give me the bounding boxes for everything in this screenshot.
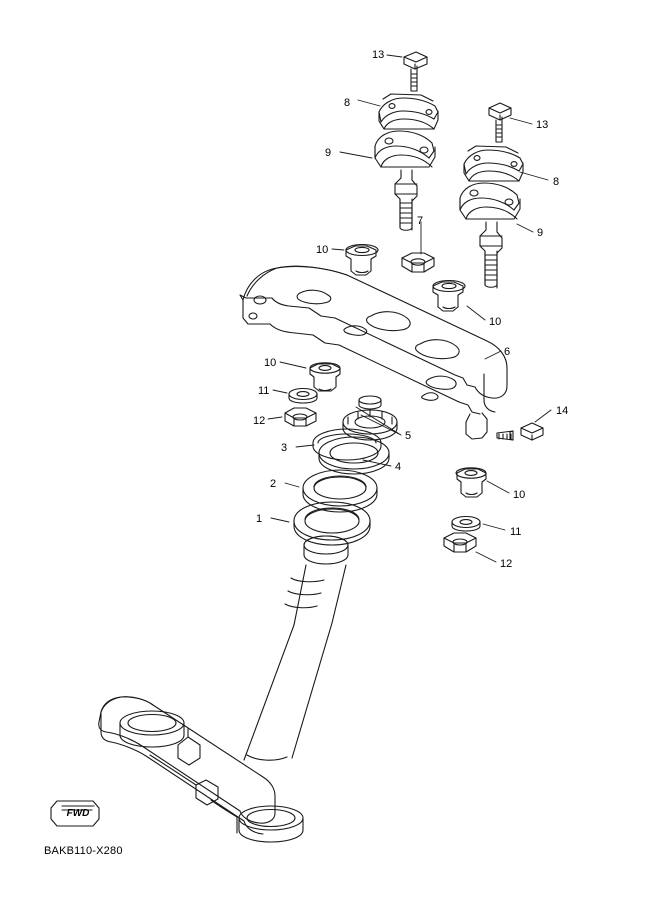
bushing-upper-left [346, 245, 378, 276]
nut-lower-left [285, 408, 316, 426]
callout-10-a: 10 [316, 244, 329, 256]
callout-4: 4 [395, 461, 402, 473]
callout-12-b: 12 [500, 558, 513, 570]
lower-steering-bracket [99, 697, 303, 842]
handlebar-clamp-upper-right [464, 146, 523, 181]
callout-5: 5 [405, 430, 412, 442]
handlebar-holder-upper-left [375, 131, 435, 230]
washer-left [289, 389, 317, 404]
bearing-race-4 [319, 437, 389, 474]
fwd-direction-badge [57, 800, 99, 826]
washer-right [452, 517, 480, 532]
fwd-label: FWD [66, 807, 90, 819]
diagram-part-code: BAKB110-X280 [44, 845, 123, 857]
callout-10-b: 10 [489, 316, 502, 328]
callout-10-d: 10 [513, 489, 526, 501]
callout-8-upper-right: 8 [553, 176, 560, 188]
callout-10-c: 10 [264, 357, 277, 369]
callout-11-a: 11 [258, 385, 270, 397]
bearing-2 [303, 470, 377, 512]
handlebar-holder-upper-right [460, 183, 520, 288]
bushing-lower-right [456, 468, 486, 497]
callout-14: 14 [556, 405, 569, 417]
nut-lower-right [444, 533, 476, 552]
callout-3: 3 [281, 442, 288, 454]
bushing-upper-right [433, 281, 465, 312]
callout-13-upper-right: 13 [536, 119, 549, 131]
bushing-left-lower [310, 363, 340, 391]
callout-8-upper-left: 8 [344, 97, 351, 109]
upper-steering-bracket [240, 266, 507, 439]
bolt-14 [497, 423, 543, 440]
nut-7 [402, 253, 434, 272]
callout-6: 6 [504, 346, 511, 358]
callout-9-upper-left: 9 [325, 147, 332, 159]
callout-9-upper-right: 9 [537, 227, 544, 239]
ring-nut-5 [343, 396, 397, 440]
handlebar-clamp-upper-left [379, 94, 438, 129]
dust-seal-1 [294, 502, 370, 545]
bolt-upper-right [489, 103, 511, 142]
callout-13-upper-left: 13 [372, 49, 385, 61]
bolt-upper-left [404, 52, 427, 91]
callout-2: 2 [270, 478, 277, 490]
steering-stem-shaft [244, 536, 348, 760]
callout-12-a: 12 [253, 415, 266, 427]
callout-7: 7 [417, 215, 424, 227]
callout-1: 1 [256, 513, 263, 525]
callout-11-b: 11 [510, 526, 522, 538]
